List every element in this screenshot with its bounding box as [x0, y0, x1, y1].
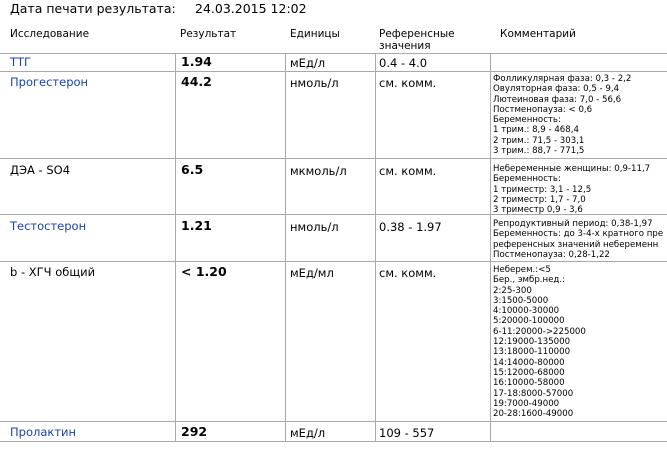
comment-line: Постменопауза: < 0,6: [493, 104, 593, 115]
comment-line: 3 триместр 0,9 - 3,6: [493, 205, 583, 216]
study-name: b - ХГЧ общий: [10, 265, 96, 279]
reference-value: 0.4 - 4.0: [379, 56, 428, 70]
comment-line: Беременность: до 3-4-х кратного пре: [493, 229, 664, 240]
comment-line: Овуляторная фаза: 0,5 - 9,4: [493, 84, 620, 95]
column-header-study: Исследование: [10, 28, 90, 40]
comment-line: 17-18:8000-57000: [493, 388, 574, 399]
comment-line: 12:19000-135000: [493, 337, 571, 348]
comment-line: 15:12000-68000: [493, 367, 565, 378]
result-value: 6.5: [181, 162, 204, 177]
reference-value: см. комм.: [379, 266, 437, 280]
column-divider: [175, 53, 176, 441]
result-value: < 1.20: [181, 264, 227, 279]
units-value: нмоль/л: [290, 76, 339, 90]
comment-line: Неберем.:<5: [493, 265, 551, 275]
study-name: Прогестерон: [10, 75, 89, 89]
print-date-value: 24.03.2015 12:02: [195, 1, 307, 16]
column-header-comment: Комментарий: [500, 28, 576, 40]
comment-line: Фолликулярная фаза: 0,3 - 2,2: [493, 74, 632, 84]
units-value: нмоль/л: [290, 220, 339, 234]
header-divider: [0, 53, 667, 54]
column-header-reference-line2: значения: [379, 40, 431, 52]
comment-block: [493, 164, 667, 215]
comment-line: 13:18000-110000: [493, 347, 571, 358]
comment-line: 19:7000-49000: [493, 398, 560, 409]
print-date-label: Дата печати результата:: [10, 1, 176, 16]
units-value: мЕд/л: [290, 56, 326, 70]
comment-line: Репродуктивный период: 0,38-1,97: [493, 219, 653, 229]
column-header-reference: [379, 28, 455, 52]
comment-line: 6-11:20000->225000: [493, 326, 586, 337]
result-value: 1.21: [181, 218, 212, 233]
row-divider: [0, 421, 667, 422]
column-divider: [490, 53, 491, 441]
comment-line: Бер., эмбр.нед.:: [493, 275, 565, 286]
comment-line: Беременность:: [493, 174, 561, 185]
reference-value: 0.38 - 1.97: [379, 220, 442, 234]
reference-value: см. комм.: [379, 76, 437, 90]
result-value: 292: [181, 424, 208, 439]
reference-value: 109 - 557: [379, 426, 435, 440]
comment-line: референсных значений небеременн: [493, 239, 659, 250]
comment-line: Беременность:: [493, 115, 561, 126]
comment-line: 2 триместр: 1,7 - 7,0: [493, 194, 586, 205]
row-divider: [0, 261, 667, 262]
units-value: мЕд/л: [290, 426, 326, 440]
row-divider: [0, 158, 667, 159]
column-divider: [285, 53, 286, 441]
study-name: Пролактин: [10, 425, 77, 439]
units-value: мЕд/мл: [290, 266, 334, 280]
result-value: 1.94: [181, 54, 212, 69]
comment-line: 4:10000-30000: [493, 306, 560, 317]
comment-block: [493, 74, 667, 156]
comment-line: 3 трим.: 88,7 - 771,5: [493, 146, 585, 157]
row-divider: [0, 71, 667, 72]
row-divider: [0, 441, 667, 442]
column-divider: [375, 53, 376, 441]
study-name: Тестостерон: [10, 219, 87, 233]
reference-value: см. комм.: [379, 164, 437, 178]
comment-block: [493, 219, 667, 260]
comment-line: 5:20000-100000: [493, 316, 565, 327]
comment-line: 2:25-300: [493, 285, 532, 296]
comment-line: Постменопауза: 0,28-1,22: [493, 249, 610, 260]
column-header-result: Результат: [180, 28, 237, 40]
units-value: мкмоль/л: [290, 164, 347, 178]
comment-line: 14:14000-80000: [493, 357, 565, 368]
column-header-units: Единицы: [290, 28, 340, 40]
study-name: ТТГ: [10, 55, 32, 69]
comment-line: 1 трим.: 8,9 - 468,4: [493, 125, 579, 136]
comment-line: Небеременные женщины: 0,9-11,7: [493, 164, 651, 174]
comment-line: 16:10000-58000: [493, 378, 565, 389]
comment-line: Лютеиновая фаза: 7,0 - 56,6: [493, 94, 622, 105]
comment-line: 3:1500-5000: [493, 295, 549, 306]
comment-line: 2 трим.: 71,5 - 303,1: [493, 135, 585, 146]
study-name: ДЭА - SO4: [10, 163, 71, 177]
comment-line: 20-28:1600-49000: [493, 409, 574, 420]
comment-block: [493, 265, 667, 419]
comment-line: 1 триместр: 3,1 - 12,5: [493, 184, 592, 195]
column-header-reference-line1: Референсные: [379, 28, 455, 40]
result-value: 44.2: [181, 74, 212, 89]
